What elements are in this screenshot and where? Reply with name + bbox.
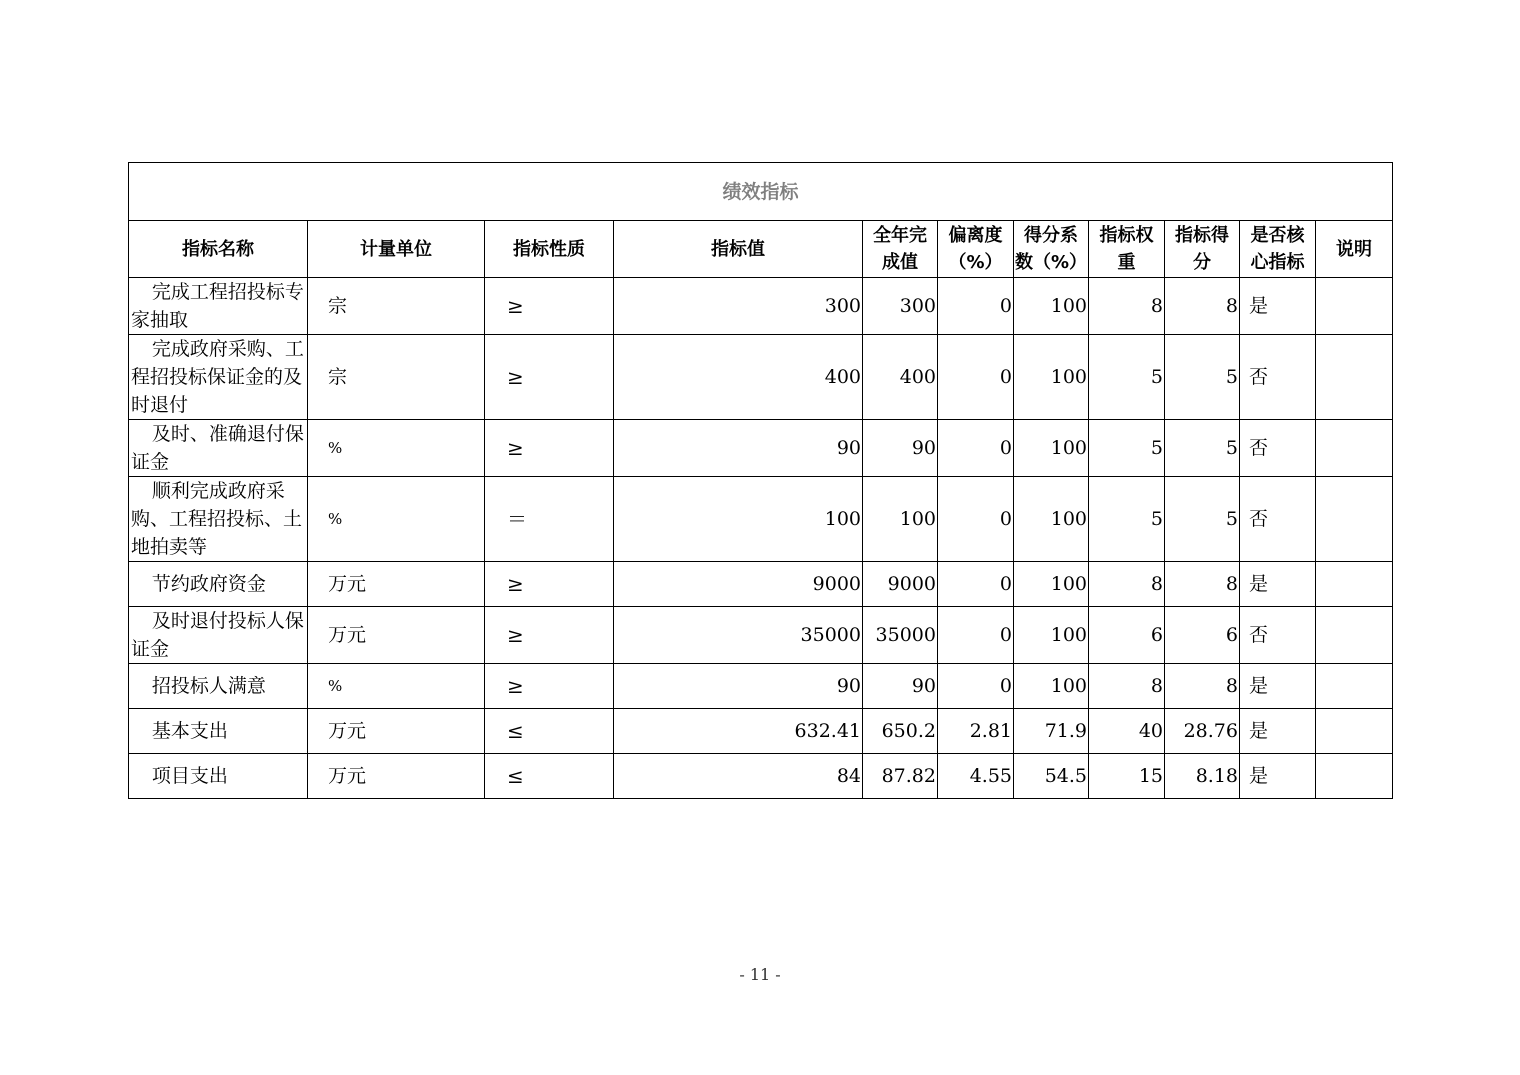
header-coefficient-line2: 数（%） bbox=[1014, 252, 1088, 273]
completed-cell: 35000 bbox=[863, 607, 938, 664]
core-cell: 是 bbox=[1240, 278, 1316, 335]
weight-cell: 8 bbox=[1089, 664, 1165, 709]
header-weight-line2: 重 bbox=[1117, 252, 1136, 273]
unit-cell: 万元 bbox=[308, 709, 485, 754]
header-weight-line1: 指标权 bbox=[1099, 225, 1154, 246]
weight-cell: 5 bbox=[1089, 477, 1165, 562]
table-row bbox=[129, 335, 1393, 420]
header-note: 说明 bbox=[1316, 221, 1393, 278]
coefficient-cell: 100 bbox=[1014, 607, 1089, 664]
deviation-cell: 0 bbox=[938, 335, 1014, 420]
deviation-cell: 0 bbox=[938, 420, 1014, 477]
score-cell: 6 bbox=[1165, 607, 1240, 664]
value-cell: 100 bbox=[614, 477, 863, 562]
nature-cell: ≥ bbox=[485, 607, 614, 664]
indicator-name: 项目支出 bbox=[129, 754, 308, 799]
nature-cell: ≥ bbox=[485, 420, 614, 477]
indicator-name: 基本支出 bbox=[129, 709, 308, 754]
value-cell: 400 bbox=[614, 335, 863, 420]
indicator-name: 招投标人满意 bbox=[129, 664, 308, 709]
coefficient-cell: 100 bbox=[1014, 477, 1089, 562]
table-row bbox=[129, 754, 1393, 799]
score-cell: 8 bbox=[1165, 562, 1240, 607]
core-cell: 是 bbox=[1240, 664, 1316, 709]
deviation-cell: 2.81 bbox=[938, 709, 1014, 754]
core-cell: 是 bbox=[1240, 709, 1316, 754]
table-row bbox=[129, 709, 1393, 754]
header-name: 指标名称 bbox=[129, 221, 308, 278]
indicator-name: 顺利完成政府采购、工程招投标、土地拍卖等 bbox=[129, 477, 308, 562]
coefficient-cell: 100 bbox=[1014, 335, 1089, 420]
weight-cell: 5 bbox=[1089, 420, 1165, 477]
header-score bbox=[1165, 221, 1240, 278]
weight-cell: 8 bbox=[1089, 562, 1165, 607]
header-core bbox=[1240, 221, 1316, 278]
score-cell: 8.18 bbox=[1165, 754, 1240, 799]
value-cell: 632.41 bbox=[614, 709, 863, 754]
note-cell bbox=[1316, 664, 1393, 709]
note-cell bbox=[1316, 477, 1393, 562]
header-completed-line1: 全年完 bbox=[873, 225, 927, 246]
table-row bbox=[129, 477, 1393, 562]
deviation-cell: 0 bbox=[938, 562, 1014, 607]
header-nature: 指标性质 bbox=[485, 221, 614, 278]
completed-cell: 90 bbox=[863, 420, 938, 477]
completed-cell: 9000 bbox=[863, 562, 938, 607]
score-cell: 8 bbox=[1165, 664, 1240, 709]
score-cell: 5 bbox=[1165, 335, 1240, 420]
indicator-name: 及时退付投标人保证金 bbox=[129, 607, 308, 664]
unit-cell: 宗 bbox=[308, 278, 485, 335]
core-cell: 否 bbox=[1240, 607, 1316, 664]
performance-indicator-table bbox=[128, 162, 1393, 799]
table-row bbox=[129, 562, 1393, 607]
value-cell: 90 bbox=[614, 420, 863, 477]
core-cell: 否 bbox=[1240, 335, 1316, 420]
nature-cell: ≥ bbox=[485, 562, 614, 607]
core-cell: 否 bbox=[1240, 420, 1316, 477]
score-cell: 5 bbox=[1165, 477, 1240, 562]
header-core-line1: 是否核 bbox=[1250, 225, 1305, 246]
score-cell: 5 bbox=[1165, 420, 1240, 477]
core-cell: 是 bbox=[1240, 754, 1316, 799]
coefficient-cell: 100 bbox=[1014, 278, 1089, 335]
nature-cell: ≤ bbox=[485, 709, 614, 754]
indicator-name: 完成政府采购、工程招投标保证金的及时退付 bbox=[129, 335, 308, 420]
unit-cell: % bbox=[308, 477, 485, 562]
value-cell: 84 bbox=[614, 754, 863, 799]
table-row bbox=[129, 664, 1393, 709]
weight-cell: 5 bbox=[1089, 335, 1165, 420]
header-completed-line2: 成值 bbox=[882, 252, 918, 273]
nature-cell: ≤ bbox=[485, 754, 614, 799]
note-cell bbox=[1316, 607, 1393, 664]
header-unit: 计量单位 bbox=[308, 221, 485, 278]
header-score-line1: 指标得 bbox=[1175, 225, 1229, 246]
indicator-name: 节约政府资金 bbox=[129, 562, 308, 607]
weight-cell: 8 bbox=[1089, 278, 1165, 335]
completed-cell: 87.82 bbox=[863, 754, 938, 799]
nature-cell: ≥ bbox=[485, 335, 614, 420]
header-score-line2: 分 bbox=[1193, 252, 1211, 273]
unit-cell: 万元 bbox=[308, 607, 485, 664]
core-cell: 是 bbox=[1240, 562, 1316, 607]
unit-cell: % bbox=[308, 420, 485, 477]
value-cell: 9000 bbox=[614, 562, 863, 607]
coefficient-cell: 100 bbox=[1014, 562, 1089, 607]
header-weight bbox=[1089, 221, 1165, 278]
header-core-line2: 心指标 bbox=[1250, 252, 1305, 273]
value-cell: 90 bbox=[614, 664, 863, 709]
header-row bbox=[129, 221, 1393, 278]
weight-cell: 40 bbox=[1089, 709, 1165, 754]
weight-cell: 6 bbox=[1089, 607, 1165, 664]
header-completed bbox=[863, 221, 938, 278]
deviation-cell: 0 bbox=[938, 607, 1014, 664]
unit-cell: 宗 bbox=[308, 335, 485, 420]
table-row bbox=[129, 420, 1393, 477]
completed-cell: 650.2 bbox=[863, 709, 938, 754]
weight-cell: 15 bbox=[1089, 754, 1165, 799]
page-number: - 11 - bbox=[739, 965, 781, 984]
deviation-cell: 4.55 bbox=[938, 754, 1014, 799]
deviation-cell: 0 bbox=[938, 278, 1014, 335]
note-cell bbox=[1316, 562, 1393, 607]
indicator-name: 及时、准确退付保证金 bbox=[129, 420, 308, 477]
nature-cell: ≥ bbox=[485, 278, 614, 335]
header-coefficient bbox=[1014, 221, 1089, 278]
header-deviation-line2: （%） bbox=[948, 252, 1003, 273]
nature-cell: ＝ bbox=[485, 477, 614, 562]
table-row bbox=[129, 278, 1393, 335]
unit-cell: 万元 bbox=[308, 562, 485, 607]
unit-cell: 万元 bbox=[308, 754, 485, 799]
note-cell bbox=[1316, 420, 1393, 477]
indicator-name: 完成工程招投标专家抽取 bbox=[129, 278, 308, 335]
deviation-cell: 0 bbox=[938, 477, 1014, 562]
note-cell bbox=[1316, 754, 1393, 799]
coefficient-cell: 54.5 bbox=[1014, 754, 1089, 799]
header-coefficient-line1: 得分系 bbox=[1024, 225, 1078, 246]
completed-cell: 300 bbox=[863, 278, 938, 335]
note-cell bbox=[1316, 335, 1393, 420]
completed-cell: 90 bbox=[863, 664, 938, 709]
core-cell: 否 bbox=[1240, 477, 1316, 562]
nature-cell: ≥ bbox=[485, 664, 614, 709]
coefficient-cell: 71.9 bbox=[1014, 709, 1089, 754]
coefficient-cell: 100 bbox=[1014, 664, 1089, 709]
table-row bbox=[129, 607, 1393, 664]
deviation-cell: 0 bbox=[938, 664, 1014, 709]
note-cell bbox=[1316, 278, 1393, 335]
value-cell: 300 bbox=[614, 278, 863, 335]
score-cell: 28.76 bbox=[1165, 709, 1240, 754]
value-cell: 35000 bbox=[614, 607, 863, 664]
note-cell bbox=[1316, 709, 1393, 754]
score-cell: 8 bbox=[1165, 278, 1240, 335]
header-deviation bbox=[938, 221, 1014, 278]
completed-cell: 400 bbox=[863, 335, 938, 420]
coefficient-cell: 100 bbox=[1014, 420, 1089, 477]
header-deviation-line1: 偏离度 bbox=[948, 225, 1003, 246]
header-value: 指标值 bbox=[614, 221, 863, 278]
table-title: 绩效指标 bbox=[129, 163, 1393, 221]
completed-cell: 100 bbox=[863, 477, 938, 562]
unit-cell: % bbox=[308, 664, 485, 709]
